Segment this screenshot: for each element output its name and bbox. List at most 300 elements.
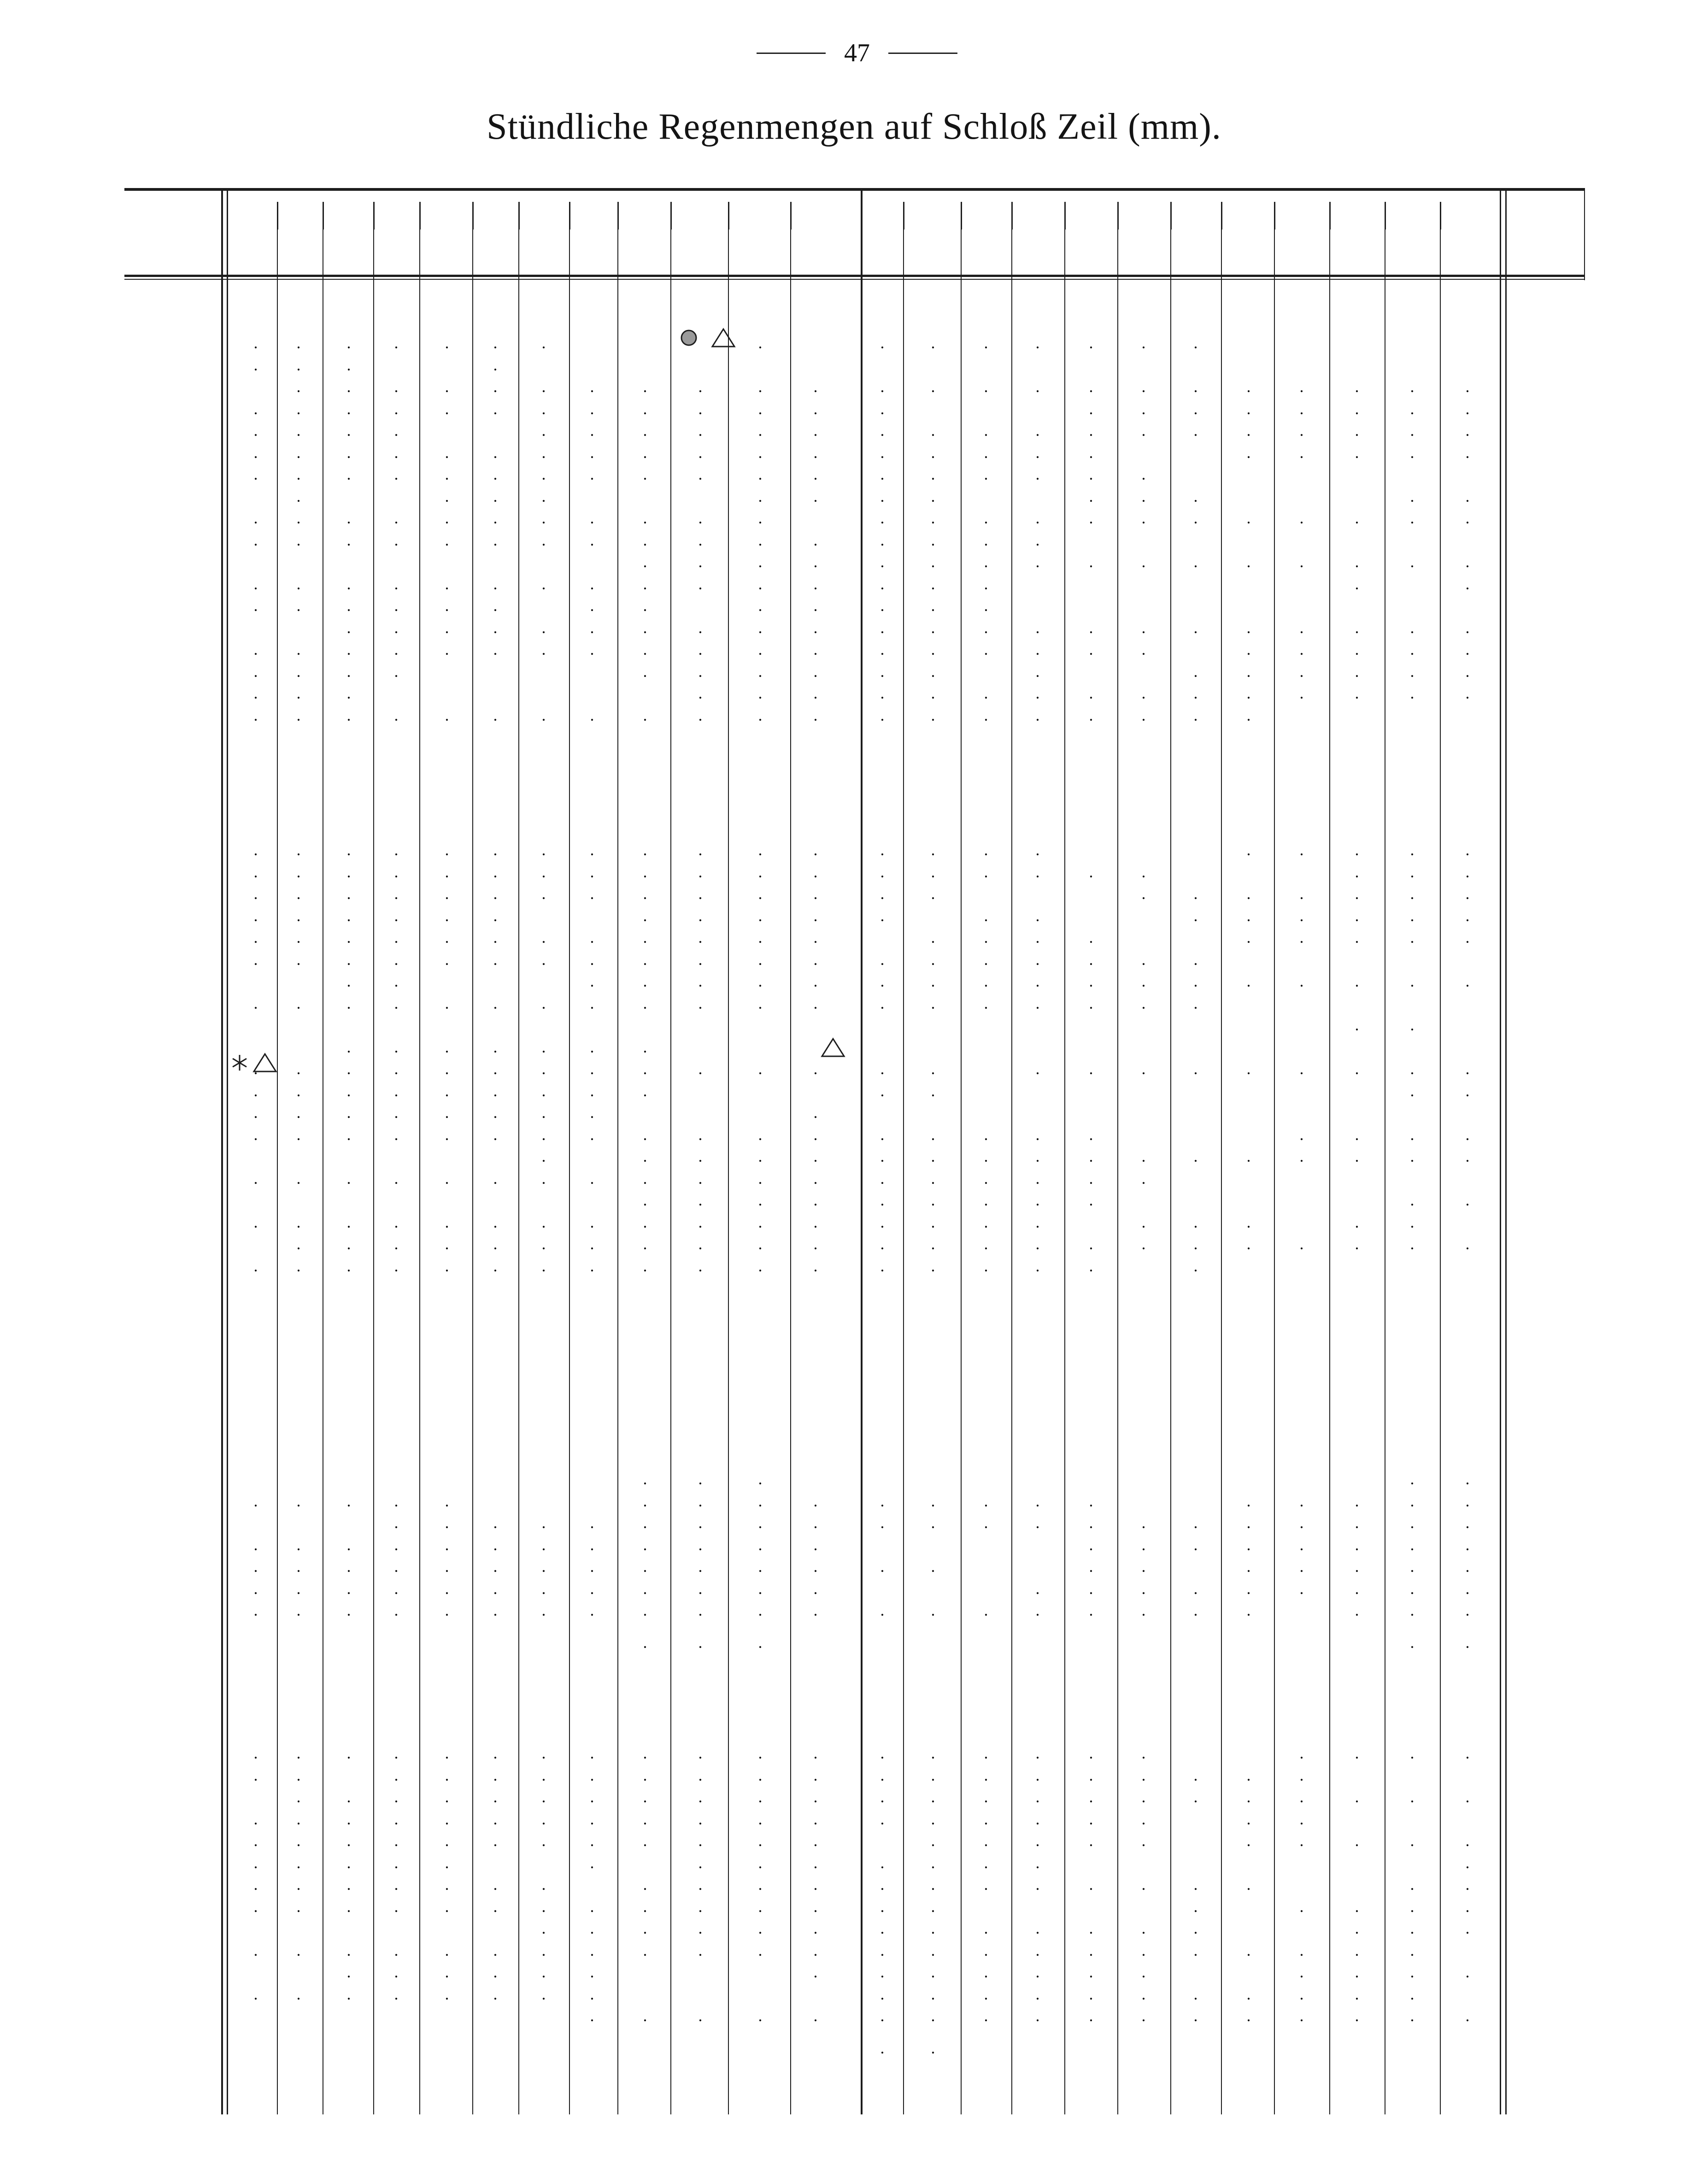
no-rain-dot: ·	[1035, 845, 1040, 864]
no-rain-dot: ·	[541, 867, 546, 886]
hail-icon	[675, 326, 703, 349]
no-rain-dot: ·	[1299, 933, 1304, 951]
no-rain-dot: ·	[813, 954, 818, 973]
no-rain-dot: ·	[1354, 1239, 1360, 1258]
no-rain-dot: ·	[346, 1064, 352, 1083]
no-rain-dot: ·	[1299, 1836, 1304, 1854]
no-rain-dot: ·	[346, 579, 352, 598]
no-rain-dot: ·	[880, 1064, 885, 1083]
no-rain-dot: ·	[346, 954, 352, 973]
no-rain-dot: ·	[642, 1901, 648, 1920]
no-rain-dot: ·	[880, 889, 885, 907]
no-rain-dot: ·	[296, 470, 301, 488]
no-rain-dot: ·	[813, 710, 818, 729]
no-rain-dot: ·	[1299, 1748, 1304, 1767]
no-rain-dot: ·	[1193, 977, 1198, 995]
no-rain-dot: ·	[880, 1173, 885, 1192]
no-rain-dot: ·	[493, 1540, 498, 1559]
no-rain-dot: ·	[589, 1989, 595, 2008]
no-rain-dot: ·	[1354, 645, 1360, 663]
no-rain-dot: ·	[1246, 1945, 1251, 1964]
no-rain-dot: ·	[346, 867, 352, 886]
no-rain-dot: ·	[444, 710, 450, 729]
no-rain-dot: ·	[1193, 689, 1198, 707]
no-rain-dot: ·	[757, 426, 763, 444]
no-rain-dot: ·	[1088, 382, 1094, 400]
no-rain-dot: ·	[813, 1540, 818, 1559]
no-rain-dot: ·	[813, 1562, 818, 1580]
no-rain-dot: ·	[346, 666, 352, 685]
hour-column-rule	[728, 211, 729, 2114]
no-rain-dot: ·	[589, 998, 595, 1017]
no-rain-dot: ·	[393, 1836, 399, 1854]
no-rain-dot: ·	[880, 1496, 885, 1515]
no-rain-dot: ·	[642, 1880, 648, 1898]
no-rain-dot: ·	[346, 1748, 352, 1767]
no-rain-dot: ·	[813, 1173, 818, 1192]
no-rain-dot: ·	[1409, 1945, 1415, 1964]
no-rain-dot: ·	[1193, 998, 1198, 1017]
no-rain-dot: ·	[1088, 1584, 1094, 1602]
no-rain-dot: ·	[1299, 977, 1304, 995]
no-rain-dot: ·	[296, 666, 301, 685]
no-rain-dot: ·	[757, 1814, 763, 1833]
no-rain-dot: ·	[589, 1770, 595, 1789]
no-rain-dot: ·	[757, 1901, 763, 1920]
no-rain-dot: ·	[813, 845, 818, 864]
no-rain-dot: ·	[541, 470, 546, 488]
no-rain-dot: ·	[1088, 1606, 1094, 1624]
no-rain-dot: ·	[880, 513, 885, 532]
no-rain-dot: ·	[444, 1967, 450, 1986]
no-rain-dot: ·	[983, 867, 989, 886]
no-rain-dot: ·	[493, 1901, 498, 1920]
no-rain-dot: ·	[1141, 382, 1146, 400]
no-rain-dot: ·	[1465, 557, 1470, 576]
no-rain-dot: ·	[1141, 491, 1146, 510]
hour-column-rule	[670, 211, 671, 2114]
no-rain-dot: ·	[444, 535, 450, 554]
no-rain-dot: ·	[813, 998, 818, 1017]
no-rain-dot: ·	[444, 998, 450, 1017]
no-rain-dot: ·	[813, 1130, 818, 1148]
no-rain-dot: ·	[1409, 1195, 1415, 1214]
no-rain-dot: ·	[253, 1217, 258, 1236]
no-rain-dot: ·	[1354, 1792, 1360, 1811]
no-rain-dot: ·	[698, 1945, 703, 1964]
no-rain-dot: ·	[813, 1924, 818, 1942]
no-rain-dot: ·	[1088, 1880, 1094, 1898]
no-rain-dot: ·	[1035, 2011, 1040, 2030]
no-rain-dot: ·	[1409, 889, 1415, 907]
no-rain-dot: ·	[813, 1814, 818, 1833]
no-rain-dot: ·	[1354, 1562, 1360, 1580]
no-rain-dot: ·	[1409, 1217, 1415, 1236]
no-rain-dot: ·	[1088, 447, 1094, 466]
no-rain-dot: ·	[444, 933, 450, 951]
no-rain-dot: ·	[1035, 710, 1040, 729]
no-rain-dot: ·	[1035, 1584, 1040, 1602]
no-rain-dot: ·	[1141, 1792, 1146, 1811]
no-rain-dot: ·	[642, 933, 648, 951]
no-rain-dot: ·	[1299, 1770, 1304, 1789]
no-rain-dot: ·	[1465, 1967, 1470, 1986]
no-rain-dot: ·	[757, 2011, 763, 2030]
no-rain-dot: ·	[1246, 1496, 1251, 1515]
no-rain-dot: ·	[444, 1770, 450, 1789]
no-rain-dot: ·	[642, 645, 648, 663]
no-rain-dot: ·	[444, 1858, 450, 1877]
no-rain-dot: ·	[296, 1217, 301, 1236]
no-rain-dot: ·	[1035, 1606, 1040, 1624]
no-rain-dot: ·	[589, 1064, 595, 1083]
no-rain-dot: ·	[253, 1748, 258, 1767]
no-rain-dot: ·	[541, 1792, 546, 1811]
graupel-icon	[251, 1051, 279, 1074]
no-rain-dot: ·	[698, 382, 703, 400]
no-rain-dot: ·	[1354, 1020, 1360, 1039]
no-rain-dot: ·	[1193, 1989, 1198, 2008]
no-rain-dot: ·	[1141, 977, 1146, 995]
no-rain-dot: ·	[1141, 1584, 1146, 1602]
no-rain-dot: ·	[296, 404, 301, 423]
no-rain-dot: ·	[444, 954, 450, 973]
no-rain-dot: ·	[880, 1239, 885, 1258]
no-rain-dot: ·	[346, 1584, 352, 1602]
no-rain-dot: ·	[1088, 1945, 1094, 1964]
no-rain-dot: ·	[1409, 404, 1415, 423]
no-rain-dot: ·	[698, 1748, 703, 1767]
no-rain-dot: ·	[983, 1518, 989, 1536]
no-rain-dot: ·	[493, 1770, 498, 1789]
no-rain-dot: ·	[983, 1836, 989, 1854]
no-rain-dot: ·	[393, 404, 399, 423]
no-rain-dot: ·	[698, 1173, 703, 1192]
no-rain-dot: ·	[1354, 1967, 1360, 1986]
no-rain-dot: ·	[813, 1195, 818, 1214]
no-rain-dot: ·	[698, 513, 703, 532]
no-rain-dot: ·	[444, 1130, 450, 1148]
no-rain-dot: ·	[493, 1518, 498, 1536]
no-rain-dot: ·	[1465, 1836, 1470, 1854]
no-rain-dot: ·	[1141, 2011, 1146, 2030]
no-rain-dot: ·	[296, 933, 301, 951]
no-rain-dot: ·	[983, 645, 989, 663]
no-rain-dot: ·	[541, 1748, 546, 1767]
no-rain-dot: ·	[642, 579, 648, 598]
no-rain-dot: ·	[393, 535, 399, 554]
no-rain-dot: ·	[1035, 1748, 1040, 1767]
no-rain-dot: ·	[493, 867, 498, 886]
no-rain-dot: ·	[296, 338, 301, 357]
no-rain-dot: ·	[444, 1880, 450, 1898]
no-rain-dot: ·	[493, 491, 498, 510]
no-rain-dot: ·	[589, 1836, 595, 1854]
no-rain-dot: ·	[1088, 1748, 1094, 1767]
no-rain-dot: ·	[983, 1924, 989, 1942]
rule-right	[888, 53, 957, 54]
no-rain-dot: ·	[589, 1108, 595, 1126]
no-rain-dot: ·	[698, 557, 703, 576]
no-rain-dot: ·	[642, 601, 648, 619]
no-rain-dot: ·	[880, 1748, 885, 1767]
no-rain-dot: ·	[930, 579, 936, 598]
no-rain-dot: ·	[541, 1261, 546, 1280]
no-rain-dot: ·	[757, 382, 763, 400]
no-rain-dot: ·	[698, 710, 703, 729]
no-rain-dot: ·	[1299, 645, 1304, 663]
no-rain-dot: ·	[930, 426, 936, 444]
no-rain-dot: ·	[1193, 1945, 1198, 1964]
no-rain-dot: ·	[1465, 623, 1470, 642]
no-rain-dot: ·	[589, 1540, 595, 1559]
no-rain-dot: ·	[1088, 338, 1094, 357]
no-rain-dot: ·	[1409, 1239, 1415, 1258]
no-rain-dot: ·	[642, 998, 648, 1017]
no-rain-dot: ·	[642, 1814, 648, 1833]
no-rain-dot: ·	[1299, 1945, 1304, 1964]
no-rain-dot: ·	[813, 1584, 818, 1602]
no-rain-dot: ·	[493, 1261, 498, 1280]
no-rain-dot: ·	[1299, 1152, 1304, 1170]
no-rain-dot: ·	[1141, 557, 1146, 576]
no-rain-dot: ·	[1088, 1130, 1094, 1148]
no-rain-dot: ·	[930, 470, 936, 488]
no-rain-dot: ·	[296, 1945, 301, 1964]
no-rain-dot: ·	[813, 426, 818, 444]
no-rain-dot: ·	[698, 404, 703, 423]
no-rain-dot: ·	[1035, 1967, 1040, 1986]
no-rain-dot: ·	[1088, 1836, 1094, 1854]
no-rain-dot: ·	[757, 1945, 763, 1964]
no-rain-dot: ·	[1246, 710, 1251, 729]
no-rain-dot: ·	[589, 1792, 595, 1811]
no-rain-dot: ·	[642, 426, 648, 444]
no-rain-dot: ·	[444, 623, 450, 642]
no-rain-dot: ·	[1465, 1064, 1470, 1083]
no-rain-dot: ·	[541, 1239, 546, 1258]
no-rain-dot: ·	[493, 1108, 498, 1126]
no-rain-dot: ·	[1246, 2011, 1251, 2030]
no-rain-dot: ·	[253, 1880, 258, 1898]
no-rain-dot: ·	[757, 338, 763, 357]
hour-column-rule	[518, 211, 519, 2114]
no-rain-dot: ·	[1246, 1606, 1251, 1624]
no-rain-dot: ·	[393, 954, 399, 973]
no-rain-dot: ·	[642, 1130, 648, 1148]
no-rain-dot: ·	[1246, 1814, 1251, 1833]
no-rain-dot: ·	[444, 404, 450, 423]
no-rain-dot: ·	[698, 1562, 703, 1580]
no-rain-dot: ·	[1299, 1989, 1304, 2008]
no-rain-dot: ·	[541, 579, 546, 598]
no-rain-dot: ·	[1035, 1261, 1040, 1280]
no-rain-dot: ·	[393, 867, 399, 886]
no-rain-dot: ·	[493, 579, 498, 598]
no-rain-dot: ·	[1193, 710, 1198, 729]
no-rain-dot: ·	[930, 645, 936, 663]
no-rain-dot: ·	[930, 1130, 936, 1148]
no-rain-dot: ·	[1409, 1924, 1415, 1942]
no-rain-dot: ·	[493, 1606, 498, 1624]
no-rain-dot: ·	[1299, 889, 1304, 907]
no-rain-dot: ·	[698, 1518, 703, 1536]
no-rain-dot: ·	[698, 1770, 703, 1789]
no-rain-dot: ·	[541, 1967, 546, 1986]
no-rain-dot: ·	[541, 382, 546, 400]
no-rain-dot: ·	[1141, 867, 1146, 886]
header-tick	[1117, 202, 1119, 230]
no-rain-dot: ·	[1299, 557, 1304, 576]
no-rain-dot: ·	[930, 1880, 936, 1898]
no-rain-dot: ·	[813, 689, 818, 707]
header-tick	[617, 202, 619, 230]
header-tick	[472, 202, 474, 230]
no-rain-dot: ·	[880, 535, 885, 554]
header-tick	[728, 202, 729, 230]
no-rain-dot: ·	[393, 470, 399, 488]
no-rain-dot: ·	[1409, 382, 1415, 400]
no-rain-dot: ·	[1409, 1064, 1415, 1083]
no-rain-dot: ·	[1409, 1562, 1415, 1580]
no-rain-dot: ·	[983, 1858, 989, 1877]
no-rain-dot: ·	[296, 689, 301, 707]
no-rain-dot: ·	[757, 1474, 763, 1493]
no-rain-dot: ·	[493, 710, 498, 729]
no-rain-dot: ·	[393, 1562, 399, 1580]
no-rain-dot: ·	[493, 889, 498, 907]
no-rain-dot: ·	[296, 867, 301, 886]
no-rain-dot: ·	[493, 954, 498, 973]
no-rain-dot: ·	[698, 1130, 703, 1148]
no-rain-dot: ·	[1465, 426, 1470, 444]
no-rain-dot: ·	[813, 977, 818, 995]
no-rain-dot: ·	[346, 1562, 352, 1580]
no-rain-dot: ·	[1299, 382, 1304, 400]
no-rain-dot: ·	[589, 535, 595, 554]
no-rain-dot: ·	[444, 1239, 450, 1258]
no-rain-dot: ·	[983, 382, 989, 400]
no-rain-dot: ·	[1088, 710, 1094, 729]
no-rain-dot: ·	[1141, 1989, 1146, 2008]
no-rain-dot: ·	[493, 1748, 498, 1767]
no-rain-dot: ·	[296, 1173, 301, 1192]
no-rain-dot: ·	[1088, 426, 1094, 444]
no-rain-dot: ·	[253, 1901, 258, 1920]
no-rain-dot: ·	[1354, 933, 1360, 951]
no-rain-dot: ·	[1354, 977, 1360, 995]
no-rain-dot: ·	[880, 447, 885, 466]
no-rain-dot: ·	[880, 1562, 885, 1580]
no-rain-dot: ·	[757, 867, 763, 886]
header-tick	[277, 202, 278, 230]
no-rain-dot: ·	[698, 1924, 703, 1942]
no-rain-dot: ·	[1141, 513, 1146, 532]
no-rain-dot: ·	[541, 1880, 546, 1898]
no-rain-dot: ·	[880, 1130, 885, 1148]
no-rain-dot: ·	[1246, 1540, 1251, 1559]
no-rain-dot: ·	[1465, 1239, 1470, 1258]
no-rain-dot: ·	[1141, 1217, 1146, 1236]
no-rain-dot: ·	[1299, 1496, 1304, 1515]
no-rain-dot: ·	[393, 1770, 399, 1789]
no-rain-dot: ·	[813, 491, 818, 510]
no-rain-dot: ·	[930, 689, 936, 707]
no-rain-dot: ·	[1299, 911, 1304, 930]
no-rain-dot: ·	[253, 360, 258, 379]
no-rain-dot: ·	[1088, 1518, 1094, 1536]
header-tick	[323, 202, 324, 230]
no-rain-dot: ·	[1035, 513, 1040, 532]
no-rain-dot: ·	[642, 623, 648, 642]
no-rain-dot: ·	[930, 1967, 936, 1986]
no-rain-dot: ·	[493, 1814, 498, 1833]
no-rain-dot: ·	[346, 338, 352, 357]
no-rain-dot: ·	[698, 2011, 703, 2030]
no-rain-dot: ·	[253, 1540, 258, 1559]
no-rain-dot: ·	[1299, 513, 1304, 532]
no-rain-dot: ·	[1088, 1562, 1094, 1580]
no-rain-dot: ·	[493, 1836, 498, 1854]
no-rain-dot: ·	[493, 1217, 498, 1236]
no-rain-dot: ·	[541, 1086, 546, 1105]
hour-column-rule	[790, 211, 791, 2114]
no-rain-dot: ·	[346, 1814, 352, 1833]
no-rain-dot: ·	[444, 579, 450, 598]
no-rain-dot: ·	[757, 1858, 763, 1877]
no-rain-dot: ·	[930, 889, 936, 907]
no-rain-dot: ·	[541, 889, 546, 907]
no-rain-dot: ·	[1141, 1540, 1146, 1559]
no-rain-dot: ·	[983, 998, 989, 1017]
hour-column-rule	[1329, 211, 1330, 2114]
no-rain-dot: ·	[983, 447, 989, 466]
no-rain-dot: ·	[493, 1989, 498, 2008]
no-rain-dot: ·	[1141, 1945, 1146, 1964]
no-rain-dot: ·	[444, 1945, 450, 1964]
no-rain-dot: ·	[393, 623, 399, 642]
no-rain-dot: ·	[444, 889, 450, 907]
no-rain-dot: ·	[698, 1239, 703, 1258]
no-rain-dot: ·	[493, 1042, 498, 1061]
no-rain-dot: ·	[1354, 1584, 1360, 1602]
no-rain-dot: ·	[493, 1584, 498, 1602]
no-rain-dot: ·	[1035, 1496, 1040, 1515]
no-rain-dot: ·	[1035, 867, 1040, 886]
no-rain-dot: ·	[880, 404, 885, 423]
no-rain-dot: ·	[493, 1239, 498, 1258]
no-rain-dot: ·	[253, 998, 258, 1017]
no-rain-dot: ·	[1246, 889, 1251, 907]
no-rain-dot: ·	[813, 1064, 818, 1083]
no-rain-dot: ·	[541, 404, 546, 423]
no-rain-dot: ·	[1193, 1217, 1198, 1236]
no-rain-dot: ·	[393, 645, 399, 663]
no-rain-dot: ·	[1193, 426, 1198, 444]
no-rain-dot: ·	[1354, 845, 1360, 864]
no-rain-dot: ·	[757, 601, 763, 619]
no-rain-dot: ·	[813, 889, 818, 907]
no-rain-dot: ·	[253, 666, 258, 685]
no-rain-dot: ·	[296, 447, 301, 466]
no-rain-dot: ·	[1246, 1217, 1251, 1236]
no-rain-dot: ·	[253, 1562, 258, 1580]
no-rain-dot: ·	[1035, 954, 1040, 973]
no-rain-dot: ·	[346, 1945, 352, 1964]
no-rain-dot: ·	[642, 1945, 648, 1964]
no-rain-dot: ·	[1354, 1748, 1360, 1767]
no-rain-dot: ·	[1088, 1792, 1094, 1811]
